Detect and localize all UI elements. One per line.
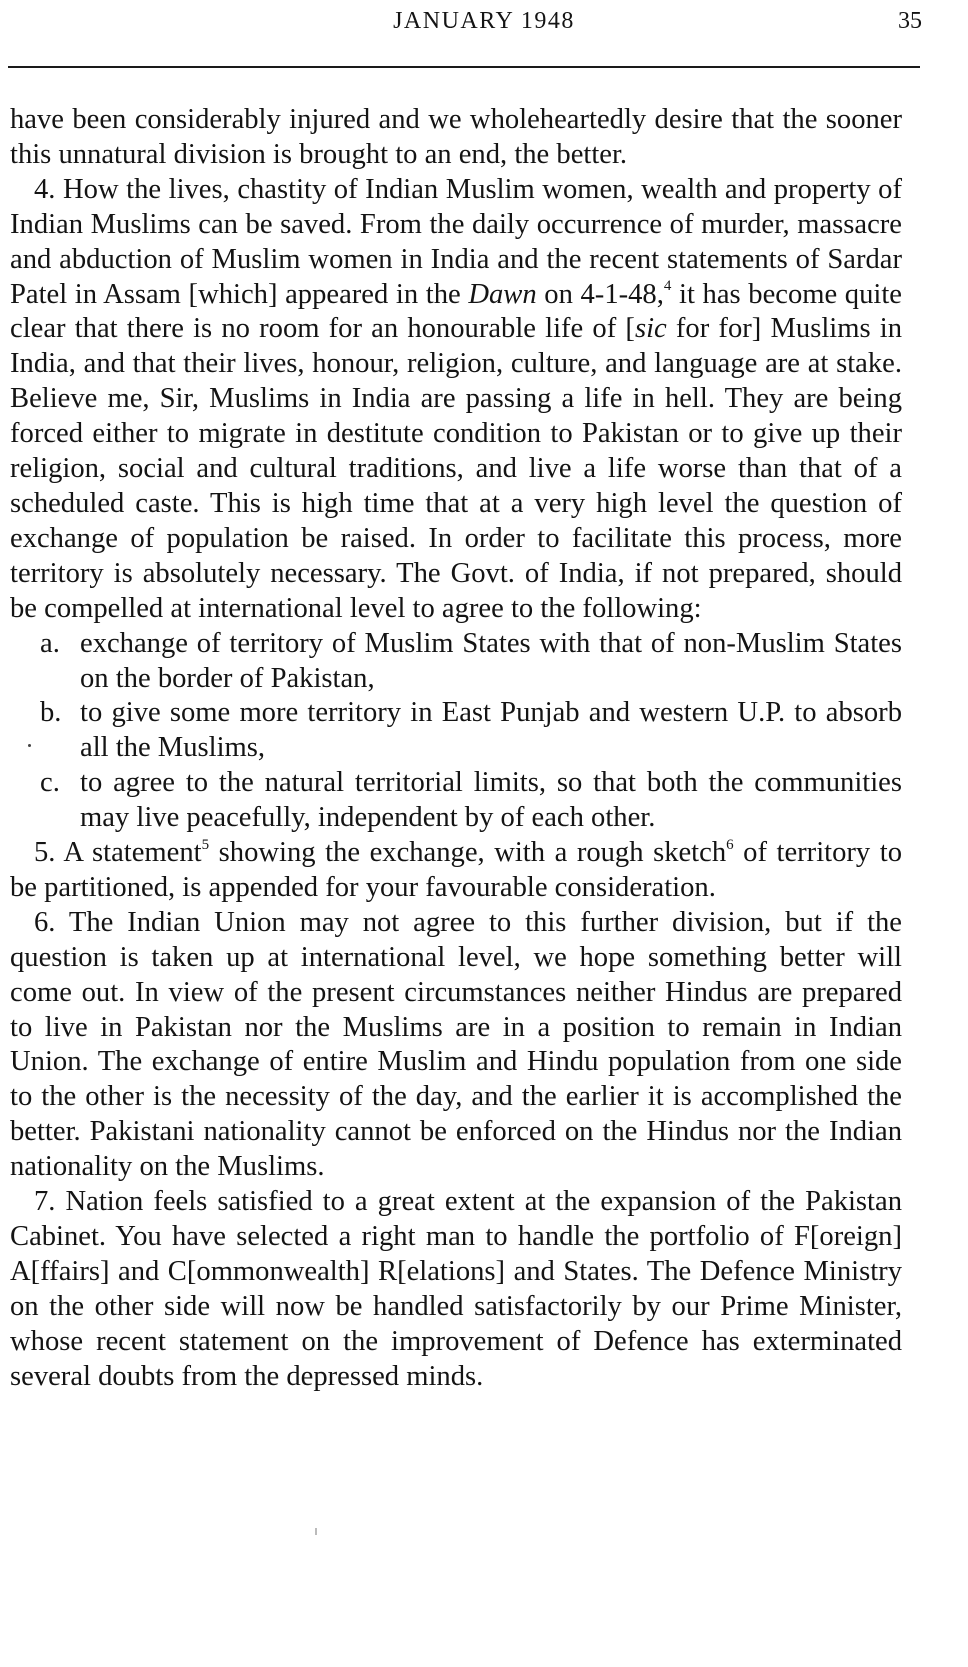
list-item (10, 627, 902, 697)
paragraph-number: 6. (34, 906, 56, 938)
paragraph-number: 7. (34, 1186, 56, 1218)
footnote-ref: 6 (726, 836, 734, 853)
page-header (0, 0, 968, 70)
paragraph-continuation: have been considerably injured and we wholeheartedly desire that the sooner this unnatural division is brought to an end, the better. (10, 104, 902, 170)
newspaper-title: Dawn (468, 278, 537, 310)
running-title: JANUARY 1948 (393, 8, 575, 34)
sic-note: sic (634, 313, 667, 345)
paragraph-5: 5. A statement$^5$ showing the exchange, with a rough sketch$^6$ of territory to be partitioned, is appended for your favourable consideration. (10, 836, 902, 903)
paragraph-number: 5. (34, 837, 56, 869)
list-item (10, 766, 902, 836)
paragraph-number: 4. (34, 173, 56, 205)
list-item-text: to give some more territory in East Punjab and western U.P. to absorb all the Muslims, (80, 697, 902, 764)
list-marker: a. (40, 627, 60, 659)
list-item (10, 696, 902, 766)
paragraph-7: 7. Nation feels satisfied to a great extent at the expansion of the Pakistan Cabinet. You have selected a right man to handle the portfolio of F[oreign] A[ffairs] and C[ommonwealth] R[elations] and States. The Defence Ministry on the other side will now be handled satisfactorily by our Prime Minister, whose recent statement on the improvement of Defence has exterminated several doubts from the depressed minds. (10, 1186, 902, 1392)
footnote-ref: 4 (663, 278, 672, 294)
list-marker: b. (40, 697, 62, 729)
paragraph-6: 6. The Indian Union may not agree to this further division, but if the question is taken up at international level, we hope something better will come out. In view of the present circumstances neither Hindus are prepared to live in Pakistan nor the Muslims are in a position to remain in Indian Union. The exchange of entire Muslim and Hindu population from one side to the other is the necessity of the day, and the earlier it is accomplished the better. Pakistani nationality cannot be enforced on the Hindus nor the Indian nationality on the Muslims. (10, 906, 902, 1183)
paragraph-4: 4. How the lives, chastity of Indian Muslim women, wealth and property of Indian Muslims can be saved. From the daily occurrence of murder, massacre and abduction of Muslim women in India and the recent statements of Sardar Patel in Assam [which] appeared in the Dawn on 4-1-48,$^4$ it has become quite clear that there is no room for an honourable life of [sic for for] Muslims in India, and that their lives, honour, religion, culture, and language are at stake. Believe me, Sir, Muslims in India are passing a life in hell. They are being forced either to migrate in destitute condition to Pakistan or to give up their religion, social and cultural traditions, and live a life worse than that of a scheduled caste. This is high time that at a very high level the question of exchange of population be raised. In order to facilitate this process, more territory is absolutely necessary. The Govt. of India, if not prepared, should be compelled at international level to agree to the following: (10, 173, 902, 624)
header-rule (8, 66, 920, 68)
list-marker: c. (40, 767, 60, 799)
print-speck (315, 1528, 317, 1535)
list-item-text: to agree to the natural territorial limits, so that both the communities may live peacefully, independent by of each other. (80, 767, 902, 834)
footnote-ref: 5 (201, 836, 210, 853)
body-text (10, 103, 902, 1395)
page-number: 35 (898, 8, 922, 34)
list-item-text: exchange of territory of Muslim States with that of non-Muslim States on the border of Pakistan, (80, 627, 902, 694)
print-speck (28, 744, 31, 747)
territory-list (10, 627, 902, 836)
